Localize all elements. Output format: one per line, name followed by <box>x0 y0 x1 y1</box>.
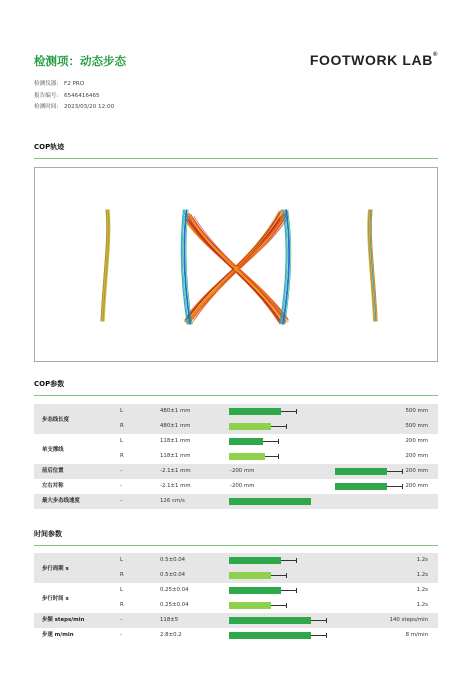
param-side: - <box>120 483 122 489</box>
param-bar <box>335 483 387 490</box>
param-row <box>34 464 438 479</box>
param-name: 前后位置 <box>42 468 64 474</box>
section-cop-track: COP轨迹 <box>34 143 65 151</box>
param-error-bar <box>271 575 287 576</box>
brand-logo <box>310 52 438 68</box>
param-group <box>34 464 438 479</box>
param-bar <box>229 557 281 564</box>
param-side: - <box>120 468 122 474</box>
param-reference: 1.2s <box>416 587 428 593</box>
param-value: 0.5±0.04 <box>160 572 186 578</box>
meta-device: 检测仪器: F2 PRO <box>34 81 85 87</box>
cop-params-table <box>34 404 438 509</box>
param-bar <box>229 602 271 609</box>
param-bar <box>229 453 265 460</box>
param-value: -2.1±1 mm <box>160 483 191 489</box>
param-error-bar <box>271 605 287 606</box>
param-bar <box>229 423 271 430</box>
param-name: 步速 m/min <box>42 632 74 638</box>
param-group <box>34 434 438 464</box>
param-row <box>34 598 438 613</box>
param-name: 步行周期 s <box>42 566 69 572</box>
param-group <box>34 479 438 494</box>
param-row <box>34 479 438 494</box>
param-bar <box>229 438 263 445</box>
param-side: - <box>120 632 122 638</box>
param-reference: 200 mm <box>405 483 428 489</box>
param-side: R <box>120 453 124 459</box>
registered-mark: ® <box>432 52 438 58</box>
param-error-bar <box>311 635 327 636</box>
param-error-bar <box>281 411 297 412</box>
param-row <box>34 419 438 434</box>
param-value: 126 cm/s <box>160 498 185 504</box>
meta-report-no: 报告编号: 6546416465 <box>34 92 100 99</box>
param-side: R <box>120 572 124 578</box>
param-error-bar <box>265 456 279 457</box>
cop-trajectory-image <box>34 167 438 362</box>
param-value: 2.8±0.2 <box>160 632 182 638</box>
param-value: 118±1 mm <box>160 438 191 444</box>
section-divider <box>34 395 438 396</box>
param-value: 480±1 mm <box>160 423 191 429</box>
param-row <box>34 449 438 464</box>
param-side: L <box>120 557 124 563</box>
param-side: L <box>120 408 124 414</box>
param-group <box>34 628 438 643</box>
report-meta <box>34 79 114 114</box>
param-value: 480±1 mm <box>160 408 191 414</box>
param-row <box>34 568 438 583</box>
param-error-bar <box>281 560 297 561</box>
report-title: 检测项：动态步态 <box>34 54 126 68</box>
param-group <box>34 613 438 628</box>
param-reference: 140 steps/min <box>389 617 428 623</box>
param-min: -200 mm <box>230 468 255 474</box>
param-reference: 200 mm <box>405 468 428 474</box>
param-name: 步频 steps/min <box>42 617 85 623</box>
param-min: -200 mm <box>230 483 255 489</box>
param-value: 0.25±0.04 <box>160 587 189 593</box>
param-error-bar <box>263 441 279 442</box>
time-params-table <box>34 553 438 643</box>
param-bar <box>335 468 387 475</box>
param-side: - <box>120 617 122 623</box>
param-row <box>34 553 438 568</box>
param-side: R <box>120 602 124 608</box>
param-value: 0.5±0.04 <box>160 557 186 563</box>
param-group <box>34 583 438 613</box>
param-group <box>34 553 438 583</box>
param-side: L <box>120 438 124 444</box>
param-row <box>34 404 438 419</box>
param-row <box>34 583 438 598</box>
param-error-bar <box>387 471 403 472</box>
param-bar <box>229 408 281 415</box>
section-cop-params: COP参数 <box>34 380 65 388</box>
param-group <box>34 404 438 434</box>
param-reference: 1.2s <box>416 602 428 608</box>
param-side: - <box>120 498 122 504</box>
param-reference: 200 mm <box>405 438 428 444</box>
section-divider <box>34 545 438 546</box>
param-reference: 1.2s <box>416 572 428 578</box>
param-error-bar <box>387 486 403 487</box>
param-bar <box>229 572 271 579</box>
cop-trajectory-plot <box>35 168 437 361</box>
param-reference: 500 mm <box>405 423 428 429</box>
param-row <box>34 628 438 643</box>
param-bar <box>229 617 311 624</box>
param-name: 左右对称 <box>42 483 64 489</box>
param-error-bar <box>311 620 327 621</box>
param-name: 步行时间 s <box>42 596 69 602</box>
param-value: 118±5 <box>160 617 179 623</box>
param-reference: 500 mm <box>405 408 428 414</box>
param-error-bar <box>271 426 287 427</box>
param-name: 最大步态线速度 <box>42 498 80 504</box>
param-reference: 200 mm <box>405 453 428 459</box>
param-reference: 8 m/min <box>405 632 428 638</box>
param-side: L <box>120 587 124 593</box>
param-bar <box>229 632 311 639</box>
param-value: 0.25±0.04 <box>160 602 189 608</box>
param-row <box>34 613 438 628</box>
param-name: 单支撑线 <box>42 447 64 453</box>
param-bar <box>229 587 281 594</box>
param-reference: 1.2s <box>416 557 428 563</box>
param-value: -2.1±1 mm <box>160 468 191 474</box>
param-value: 118±1 mm <box>160 453 191 459</box>
brand-name: FOOTWORK LAB <box>309 52 433 68</box>
param-name: 步态线长度 <box>42 417 69 423</box>
param-row <box>34 494 438 509</box>
param-group <box>34 494 438 509</box>
param-row <box>34 434 438 449</box>
section-divider <box>34 158 438 159</box>
param-side: R <box>120 423 124 429</box>
section-time-params: 时间参数 <box>34 530 62 538</box>
param-bar <box>229 498 311 505</box>
param-error-bar <box>281 590 297 591</box>
meta-time: 检测时间: 2023/03/20 12:00 <box>34 104 115 110</box>
